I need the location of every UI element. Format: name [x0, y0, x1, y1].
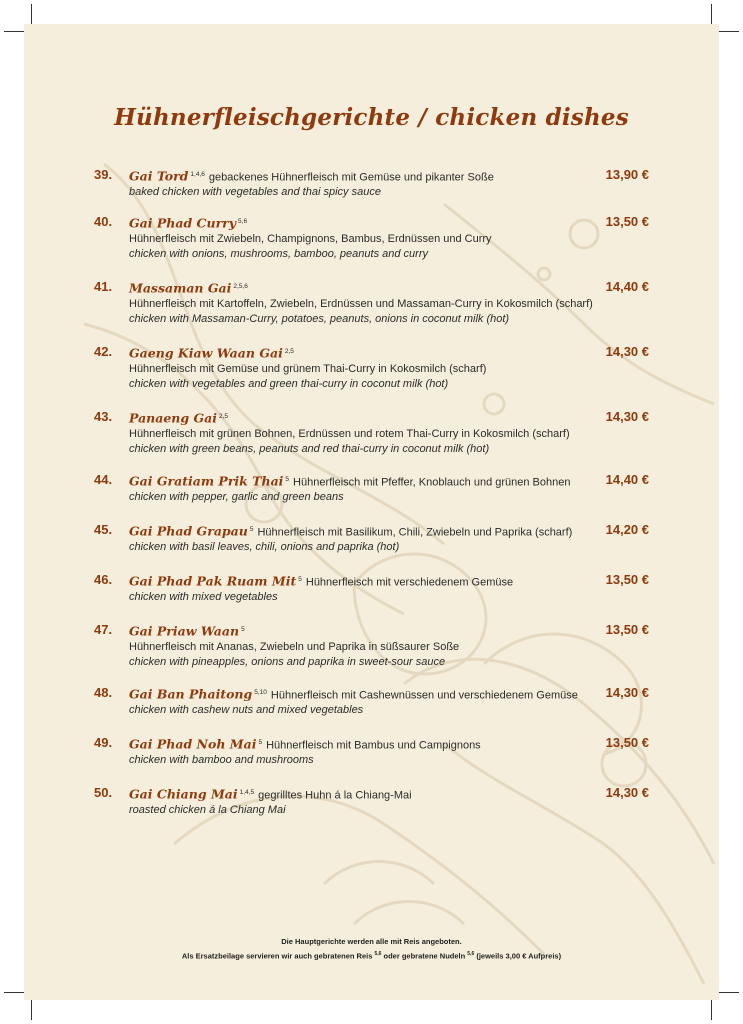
description-de: Hühnerfleisch mit grünen Bohnen, Erdnüssen und rotem Thai-Curry in Kokosmilch (scharf) — [129, 428, 570, 440]
dish-name: Gaeng Kiaw Waan Gai — [129, 345, 283, 361]
allergen-codes: 5 — [249, 526, 254, 533]
crop-mark-bottom-left-h — [4, 992, 24, 993]
item-number: 46. — [94, 572, 113, 587]
allergen-codes: 5 — [241, 626, 245, 633]
item-heading — [129, 685, 578, 704]
item-heading — [129, 472, 570, 491]
item-price: 14,40 € — [605, 279, 649, 294]
dish-name: Massaman Gai — [129, 280, 232, 296]
crop-mark-top-left-h — [4, 31, 24, 32]
description-de: gegrilltes Huhn á la Chiang-Mai — [258, 789, 412, 802]
item-heading — [129, 214, 251, 233]
item-number: 47. — [94, 622, 113, 637]
description-de: Hühnerfleisch mit Pfeffer, Knoblauch und grünen Bohnen — [293, 476, 571, 489]
description-en: chicken with onions, mushrooms, bamboo, peanuts and curry — [129, 248, 428, 260]
description-en: chicken with vegetables and green thai-curry in coconut milk (hot) — [129, 378, 449, 390]
footer-line-2: Als Ersatzbeilage servieren wir auch gebratenen Reis $^{5,6}$ oder gebratene Nudeln $^{5,6}$ (jeweils 3,00 € Aufpreis) — [181, 951, 562, 961]
item-heading — [129, 622, 249, 641]
description-en: chicken with Massaman-Curry, potatoes, peanuts, onions in coconut milk (hot) — [129, 313, 510, 325]
item-price: 13,90 € — [605, 167, 649, 182]
item-heading — [129, 572, 513, 591]
footer-note — [24, 936, 719, 963]
description-de: gebackenes Hühnerfleisch mit Gemüse und pikanter Soße — [208, 171, 494, 184]
item-number: 43. — [94, 409, 113, 424]
item-heading — [129, 409, 232, 428]
item-price: 14,30 € — [605, 409, 649, 424]
item-number: 39. — [94, 167, 113, 182]
allergen-codes: 2,5 — [284, 348, 294, 355]
dish-name: Panaeng Gai — [129, 410, 218, 426]
allergen-codes: 5 — [285, 476, 290, 483]
item-number: 48. — [94, 685, 113, 700]
crop-mark-top-right-v — [711, 4, 712, 24]
dish-name: Gai Phad Noh Mai — [129, 736, 257, 752]
dish-name: Gai Ban Phaitong — [129, 686, 253, 702]
allergen-codes: 1,4,5 — [239, 789, 255, 796]
description-en: baked chicken with vegetables and thai spicy sauce — [129, 186, 381, 198]
allergen-codes: 5 — [258, 739, 263, 746]
description-en: chicken with basil leaves, chili, onions and paprika (hot) — [129, 541, 400, 553]
item-heading — [129, 344, 298, 363]
description-de: Hühnerfleisch mit Zwiebeln, Champignons, Bambus, Erdnüssen und Curry — [129, 233, 492, 245]
allergen-codes: 2,5 — [219, 413, 229, 420]
description-de: Hühnerfleisch mit Ananas, Zwiebeln und Paprika in süßsaurer Soße — [129, 641, 460, 653]
allergen-codes: 5,10 — [254, 689, 267, 696]
item-number: 50. — [94, 785, 113, 800]
dish-name: Gai Priaw Waan — [129, 623, 240, 639]
dish-name: Gai Phad Grapau — [129, 523, 248, 539]
item-price: 14,30 € — [605, 685, 649, 700]
item-price: 13,50 € — [605, 572, 649, 587]
description-en: chicken with mixed vegetables — [129, 591, 278, 603]
item-price: 14,20 € — [605, 522, 649, 537]
item-number: 44. — [94, 472, 113, 487]
crop-mark-bottom-right-v — [711, 1000, 712, 1020]
item-heading — [129, 167, 494, 186]
description-en: chicken with cashew nuts and mixed vegetables — [129, 704, 364, 716]
item-price: 14,40 € — [605, 472, 649, 487]
allergen-codes: 5 — [298, 576, 302, 583]
footer-line-1: Die Hauptgerichte werden alle mit Reis angeboten. — [281, 937, 462, 946]
description-de: Hühnerfleisch mit Cashewnüssen und verschiedenem Gemüse — [270, 689, 578, 702]
item-number: 40. — [94, 214, 113, 229]
item-number: 49. — [94, 735, 113, 750]
menu-page — [24, 24, 719, 1000]
item-number: 45. — [94, 522, 113, 537]
item-price: 14,30 € — [605, 344, 649, 359]
description-de: Hühnerfleisch mit Basilikum, Chili, Zwiebeln und Paprika (scharf) — [257, 526, 573, 539]
description-de: Hühnerfleisch mit Gemüse und grünem Thai-Curry in Kokosmilch (scharf) — [129, 363, 487, 375]
item-price: 14,30 € — [605, 785, 649, 800]
description-en: chicken with pepper, garlic and green beans — [129, 491, 344, 503]
crop-mark-bottom-left-v — [31, 1000, 32, 1020]
allergen-codes: 5,6 — [238, 218, 248, 225]
description-de: Hühnerfleisch mit Kartoffeln, Zwiebeln, Erdnüssen und Massaman-Curry in Kokosmilch (scharf) — [129, 298, 593, 310]
item-price: 13,50 € — [605, 214, 649, 229]
item-heading — [129, 279, 252, 298]
item-price: 13,50 € — [605, 622, 649, 637]
description-en: roasted chicken á la Chiang Mai — [129, 804, 286, 816]
crop-mark-top-right-h — [719, 31, 739, 32]
allergen-codes: 2,5,6 — [233, 283, 248, 290]
item-heading — [129, 735, 481, 754]
description-de: Hühnerfleisch mit Bambus und Campignons — [266, 739, 481, 752]
description-en: chicken with pineapples, onions and paprika in sweet-sour sauce — [129, 656, 446, 668]
item-heading — [129, 522, 572, 541]
crop-mark-top-left-v — [31, 4, 32, 24]
description-de: Hühnerfleisch mit verschiedenem Gemüse — [305, 576, 514, 589]
crop-mark-bottom-right-h — [719, 992, 739, 993]
dish-name: Gai Phad Pak Ruam Mit — [129, 573, 297, 589]
allergen-codes: 1,4,6 — [190, 171, 205, 178]
dish-name: Gai Tord — [129, 168, 189, 184]
item-number: 42. — [94, 344, 113, 359]
dish-name: Gai Gratiam Prik Thai — [129, 473, 284, 489]
menu-list — [24, 24, 719, 1000]
page-title: Hühnerfleischgerichte / chicken dishes — [114, 104, 629, 131]
item-price: 13,50 € — [605, 735, 649, 750]
dish-name: Gai Phad Curry — [129, 215, 237, 231]
item-heading — [129, 785, 412, 804]
dish-name: Gai Chiang Mai — [129, 786, 238, 802]
item-number: 41. — [94, 279, 113, 294]
description-en: chicken with green beans, peanuts and red thai-curry in coconut milk (hot) — [129, 443, 490, 455]
description-en: chicken with bamboo and mushrooms — [129, 754, 314, 766]
